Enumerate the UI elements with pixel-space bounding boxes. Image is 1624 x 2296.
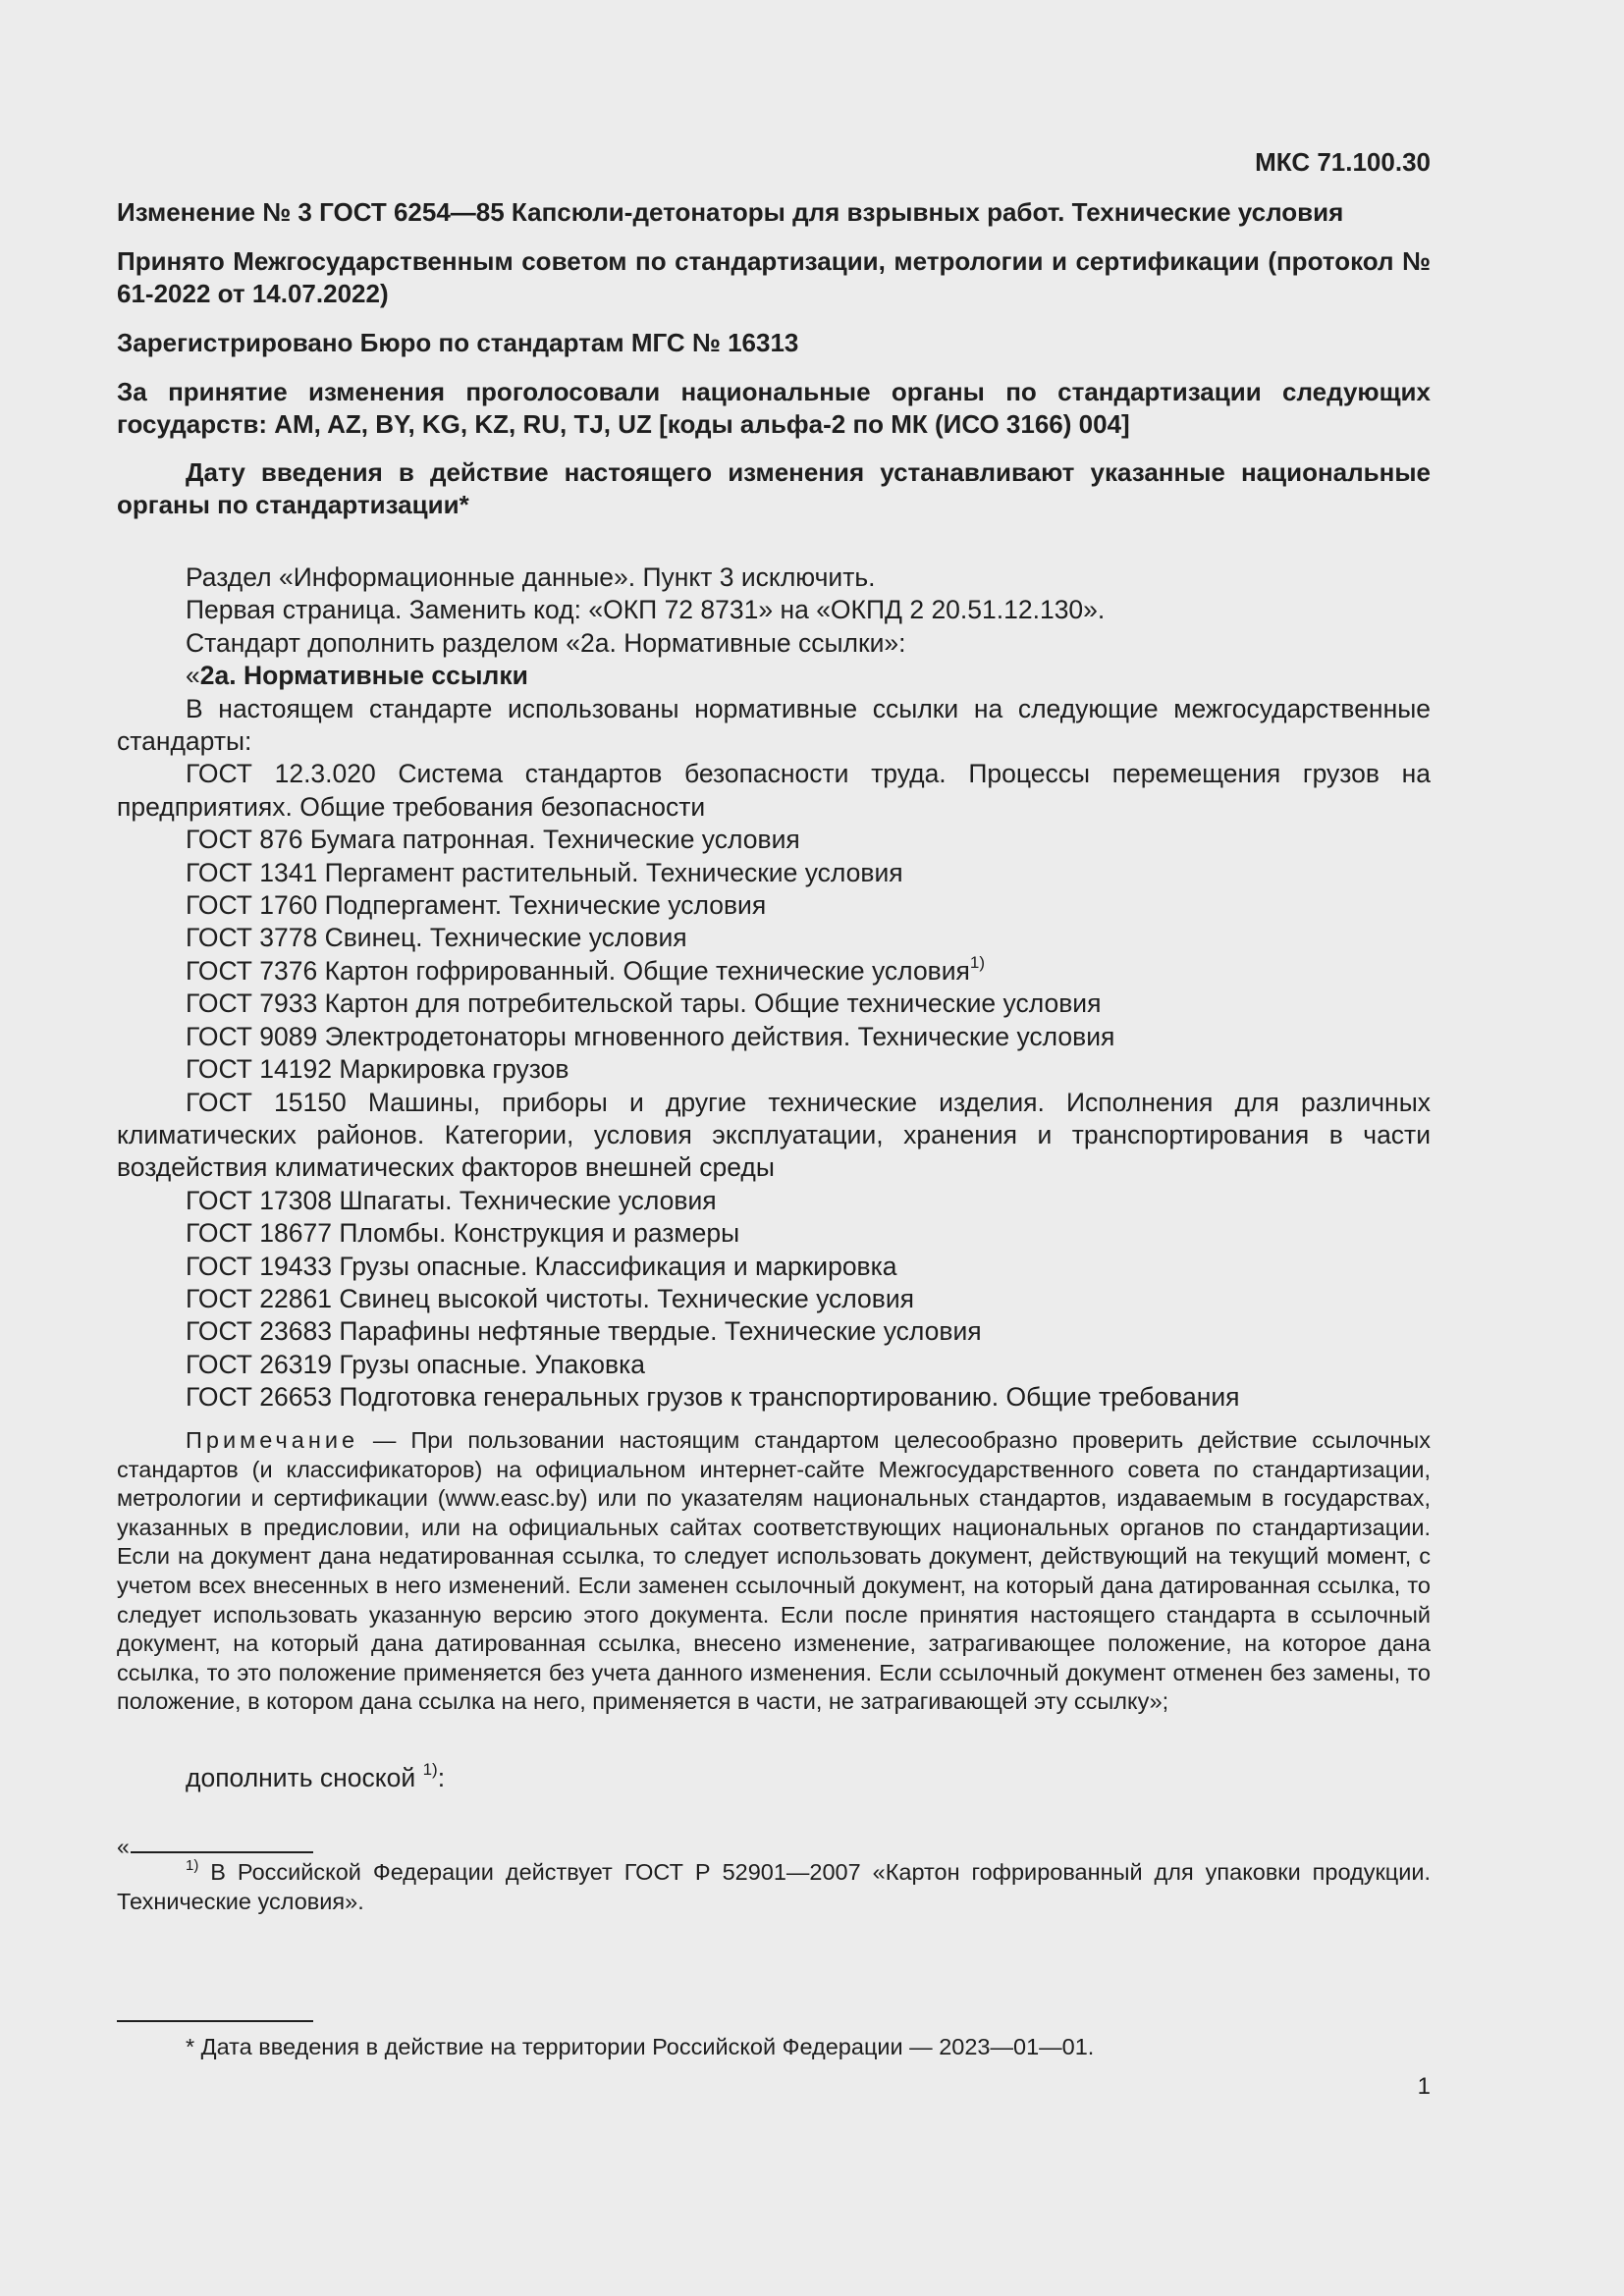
ref-item: ГОСТ 9089 Электродетонаторы мгновенного действия. Технические условия — [186, 1021, 1115, 1051]
footnote-mark: 1) — [186, 1857, 199, 1874]
footnote-mark: 1) — [422, 1760, 438, 1779]
ref-item: ГОСТ 26319 Грузы опасные. Упаковка — [186, 1349, 646, 1379]
adoption-info: Принято Межгосударственным советом по стандартизации, метрологии и сертификации (протокол № 61-2022 от 14.07.2022) — [117, 246, 1431, 308]
ref-item: ГОСТ 26653 Подготовка генеральных грузов к транспортированию. Общие требования — [186, 1382, 1240, 1413]
amendment-body — [117, 561, 1431, 1415]
add-footnote-line: дополнить сноской $^{1)}$: — [186, 1760, 446, 1792]
footnote-separator — [131, 1851, 313, 1853]
ref-item: ГОСТ 7933 Картон для потребительской тары. Общие технические условия — [186, 988, 1102, 1019]
footnote-open-quote: « — [117, 1834, 130, 1859]
ref-text: ГОСТ 7376 Картон гофрированный. Общие технические условия — [186, 955, 970, 986]
footnote-1-text: В Российской Федерации действует ГОСТ Р 52901—2007 «Картон гофрированный для упаковки продукции. Технические условия». — [117, 1859, 1431, 1914]
ref-item-with-footnote — [117, 952, 1431, 988]
ref-item: ГОСТ 15150 Машины, приборы и другие технические изделия. Исполнения для различных климатических районов. Категории, условия эксплуатации, хранения и транспортирования в части воздействия климатических факторов внешней среды — [117, 1087, 1431, 1183]
voting-info: За принятие изменения проголосовали национальные органы по стандартизации следующих государств: AM, AZ, BY, KG, KZ, RU, TJ, UZ [коды альфа-2 по МК (ИСО 3166) 004] — [117, 377, 1431, 439]
paragraph-add-section: Стандарт дополнить разделом «2а. Нормативные ссылки»: — [186, 627, 906, 658]
ref-item: ГОСТ 876 Бумага патронная. Технические условия — [186, 825, 800, 855]
section-heading — [117, 660, 1431, 692]
ref-item: ГОСТ 1760 Подпергамент. Технические условия — [186, 890, 767, 921]
ref-item: ГОСТ 18677 Пломбы. Конструкция и размеры — [186, 1218, 740, 1249]
page-footnote-separator — [117, 2020, 313, 2022]
ref-item: ГОСТ 17308 Шпагаты. Технические условия — [186, 1185, 717, 1215]
paragraph-info-data: Раздел «Информационные данные». Пункт 3 исключить. — [186, 562, 876, 592]
footnote-1 — [117, 1858, 1431, 1916]
footnote-star: * Дата введения в действие на территории Российской Федерации — 2023—01—01. — [186, 2034, 1095, 2059]
footnote-mark: 1) — [969, 952, 986, 972]
ref-item: ГОСТ 12.3.020 Система стандартов безопасности труда. Процессы перемещения грузов на предприятиях. Общие требования безопасности — [117, 759, 1431, 822]
section-title: 2а. Нормативные ссылки — [199, 661, 528, 691]
registration-info: Зарегистрировано Бюро по стандартам МГС № 16313 — [117, 328, 799, 357]
ref-item: ГОСТ 14192 Маркировка грузов — [186, 1054, 569, 1085]
ref-item: ГОСТ 1341 Пергамент растительный. Технические условия — [186, 857, 903, 887]
ref-item: ГОСТ 22861 Свинец высокой чистоты. Технические условия — [186, 1283, 914, 1313]
note-label: Примечание — [186, 1427, 359, 1453]
note-paragraph — [117, 1426, 1431, 1717]
effective-date-info: Дату введения в действие настоящего изменения устанавливают указанные национальные органы по стандартизации* — [117, 457, 1431, 519]
note-text: — При пользовании настоящим стандартом целесообразно проверить действие ссылочных стандартов (и классификаторов) на официальном интернет-сайте Межгосударственного совета по стандартизации, метрологии и сертификации (www.easc.by) или по указателям национальных стандартов, издаваемым в государствах, указанных в предисловии, или на официальных сайтах соответствующих национальных органов по стандартизации. Если на документ дана недатированная ссылка, то следует использовать документ, действующий на текущий момент, с учетом всех внесенных в него изменений. Если заменен ссылочный документ, на который дана датированная ссылка, то следует использовать указанную версию этого документа. Если после принятия настоящего стандарта в ссылочный документ, на который дана датированная ссылка, внесено изменение, затрагивающее положение, на которое дана ссылка, то это положение применяется без учета данного изменения. Если ссылочный документ отменен без замены, то положение, в котором дана ссылка на него, применяется в части, не затрагивающей эту ссылку»; — [117, 1427, 1431, 1715]
amendment-title: Изменение № 3 ГОСТ 6254—85 Капсюли-детонаторы для взрывных работ. Технические условия — [117, 197, 1344, 227]
ref-item: ГОСТ 23683 Парафины нефтяные твердые. Технические условия — [186, 1316, 982, 1347]
page-number: 1 — [1417, 2073, 1431, 2100]
paragraph-first-page: Первая страница. Заменить код: «ОКП 72 8731» на «ОКПД 2 20.51.12.130». — [186, 595, 1106, 625]
ref-item: ГОСТ 3778 Свинец. Технические условия — [186, 923, 687, 953]
section-open-quote: « — [186, 661, 200, 691]
paragraph-refs-intro: В настоящем стандарте использованы нормативные ссылки на следующие межгосударственные стандарты: — [117, 693, 1431, 757]
classification-code: МКС 71.100.30 — [1255, 147, 1431, 177]
ref-item: ГОСТ 19433 Грузы опасные. Классификация и маркировка — [186, 1251, 897, 1281]
